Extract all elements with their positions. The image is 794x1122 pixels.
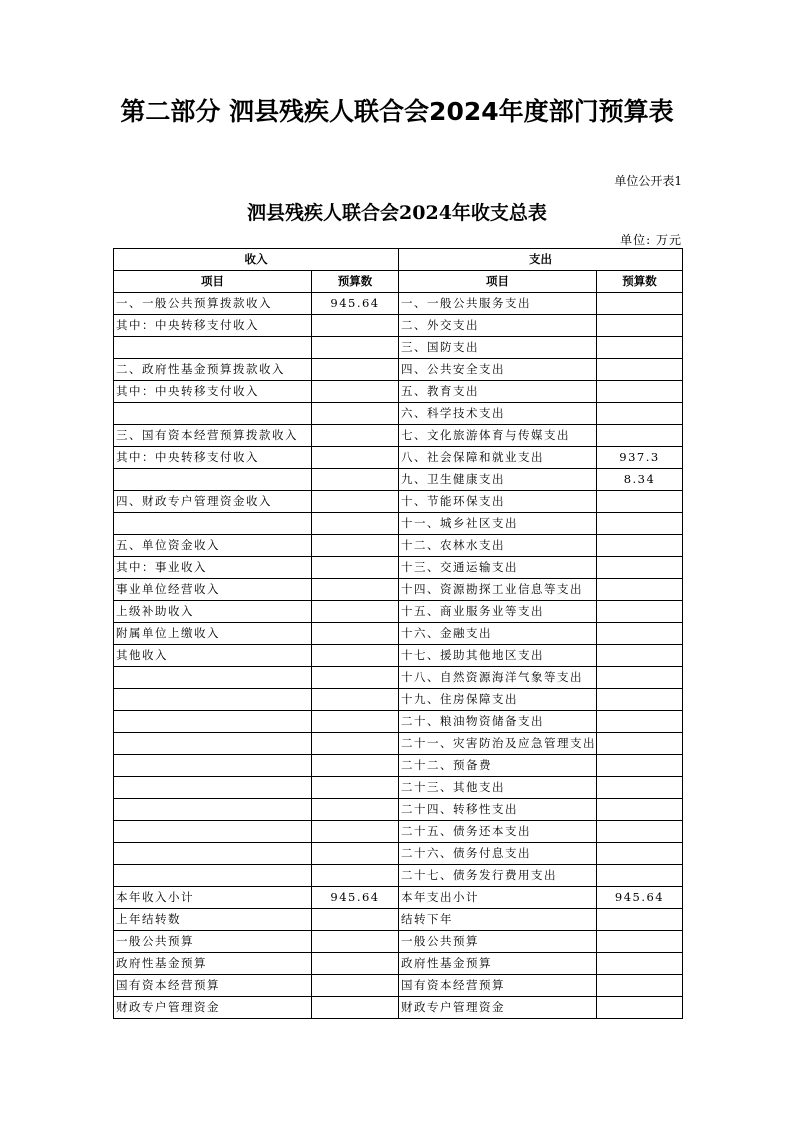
expenditure-value-cell (597, 667, 683, 689)
income-value-cell (312, 535, 399, 557)
table-row (114, 799, 683, 821)
table-row (114, 909, 683, 931)
income-item-cell (114, 733, 312, 755)
income-value-cell (312, 491, 399, 513)
income-item-cell: 其中：中央转移支付收入 (114, 381, 312, 403)
income-value-cell (312, 513, 399, 535)
income-value-cell (312, 755, 399, 777)
income-value-cell (312, 337, 399, 359)
table-row (114, 513, 683, 535)
income-value-cell (312, 953, 399, 975)
expenditure-value-cell (597, 733, 683, 755)
expenditure-value-cell (597, 909, 683, 931)
expenditure-value-cell (597, 579, 683, 601)
expenditure-item-cell: 五、教育支出 (399, 381, 597, 403)
income-value-cell (312, 799, 399, 821)
income-value-cell (312, 623, 399, 645)
table-row (114, 623, 683, 645)
expenditure-value-cell (597, 645, 683, 667)
table-row (114, 997, 683, 1019)
income-value-cell (312, 315, 399, 337)
income-item-cell: 一、一般公共预算拨款收入 (114, 293, 312, 315)
income-item-cell: 附属单位上缴收入 (114, 623, 312, 645)
table-body (114, 293, 683, 1019)
expenditure-item-cell: 六、科学技术支出 (399, 403, 597, 425)
income-value-cell (312, 931, 399, 953)
expenditure-item-cell: 二十五、债务还本支出 (399, 821, 597, 843)
income-value-cell (312, 909, 399, 931)
expenditure-item-cell: 十九、住房保障支出 (399, 689, 597, 711)
expenditure-item-cell: 十一、城乡社区支出 (399, 513, 597, 535)
table-row (114, 843, 683, 865)
income-value-cell (312, 667, 399, 689)
expenditure-value-cell (597, 953, 683, 975)
expenditure-item-cell: 二十六、债务付息支出 (399, 843, 597, 865)
expenditure-item-cell: 二十、粮油物资储备支出 (399, 711, 597, 733)
income-item-cell: 上级补助收入 (114, 601, 312, 623)
expenditure-value-cell (597, 403, 683, 425)
income-value-cell (312, 601, 399, 623)
income-item-cell (114, 711, 312, 733)
expenditure-item-cell: 七、文化旅游体育与传媒支出 (399, 425, 597, 447)
income-value-cell (312, 425, 399, 447)
expenditure-value-cell (597, 293, 683, 315)
expenditure-item-cell: 本年支出小计 (399, 887, 597, 909)
income-item-cell: 一般公共预算 (114, 931, 312, 953)
table-number: 单位公开表1 (614, 174, 682, 188)
income-item-cell (114, 337, 312, 359)
table-row (114, 557, 683, 579)
expenditure-value-cell (597, 557, 683, 579)
expenditure-item-cell: 财政专户管理资金 (399, 997, 597, 1019)
income-item-cell (114, 777, 312, 799)
expenditure-item-cell: 八、社会保障和就业支出 (399, 447, 597, 469)
income-value-cell (312, 975, 399, 997)
expenditure-value-cell (597, 799, 683, 821)
table-row (114, 689, 683, 711)
table-row (114, 667, 683, 689)
expenditure-item-cell: 十八、自然资源海洋气象等支出 (399, 667, 597, 689)
expenditure-item-cell: 一般公共预算 (399, 931, 597, 953)
table-row (114, 777, 683, 799)
income-value-cell (312, 777, 399, 799)
table-group-header-row (114, 249, 683, 271)
expenditure-item-cell: 十三、交通运输支出 (399, 557, 597, 579)
income-value-cell (312, 579, 399, 601)
expenditure-item-header: 项目 (399, 271, 597, 293)
income-value-cell (312, 689, 399, 711)
income-value-cell (312, 359, 399, 381)
table-row (114, 315, 683, 337)
expenditure-value-cell (597, 535, 683, 557)
table-row (114, 711, 683, 733)
income-item-cell: 上年结转数 (114, 909, 312, 931)
table-row (114, 359, 683, 381)
income-item-cell: 其中：中央转移支付收入 (114, 447, 312, 469)
table-row (114, 755, 683, 777)
income-item-cell: 三、国有资本经营预算拨款收入 (114, 425, 312, 447)
income-item-cell (114, 865, 312, 887)
income-value-cell (312, 843, 399, 865)
expenditure-value-cell (597, 513, 683, 535)
income-value-cell: 945.64 (312, 887, 399, 909)
page-title: 第二部分 泗县残疾人联合会2024年度部门预算表 (120, 97, 674, 126)
income-header: 收入 (114, 249, 399, 271)
expenditure-item-cell: 政府性基金预算 (399, 953, 597, 975)
table-title: 泗县残疾人联合会2024年收支总表 (247, 202, 547, 224)
table-row (114, 579, 683, 601)
income-value-cell (312, 865, 399, 887)
income-value-cell (312, 381, 399, 403)
income-value-cell: 945.64 (312, 293, 399, 315)
table-row (114, 865, 683, 887)
table-column-header-row (114, 271, 683, 293)
expenditure-value-cell (597, 425, 683, 447)
income-item-cell: 其中：事业收入 (114, 557, 312, 579)
expenditure-value-cell (597, 865, 683, 887)
expenditure-item-cell: 十、节能环保支出 (399, 491, 597, 513)
expenditure-item-cell: 四、公共安全支出 (399, 359, 597, 381)
income-item-cell: 其中：中央转移支付收入 (114, 315, 312, 337)
income-item-cell: 事业单位经营收入 (114, 579, 312, 601)
income-item-cell: 五、单位资金收入 (114, 535, 312, 557)
expenditure-item-cell: 十四、资源勘探工业信息等支出 (399, 579, 597, 601)
income-item-cell: 四、财政专户管理资金收入 (114, 491, 312, 513)
income-value-cell (312, 733, 399, 755)
table-row (114, 601, 683, 623)
expenditure-value-cell (597, 777, 683, 799)
expenditure-item-cell: 二十二、预备费 (399, 755, 597, 777)
expenditure-value-cell (597, 931, 683, 953)
expenditure-value-cell (597, 755, 683, 777)
income-value-cell (312, 447, 399, 469)
expenditure-value-cell (597, 843, 683, 865)
expenditure-value-cell (597, 997, 683, 1019)
income-item-cell: 国有资本经营预算 (114, 975, 312, 997)
expenditure-value-cell (597, 975, 683, 997)
income-budget-header: 预算数 (312, 271, 399, 293)
expenditure-item-cell: 二十七、债务发行费用支出 (399, 865, 597, 887)
expenditure-item-cell: 二、外交支出 (399, 315, 597, 337)
expenditure-header: 支出 (399, 249, 683, 271)
expenditure-value-cell (597, 689, 683, 711)
expenditure-item-cell: 二十四、转移性支出 (399, 799, 597, 821)
income-item-cell (114, 755, 312, 777)
income-value-cell (312, 403, 399, 425)
income-item-cell (114, 821, 312, 843)
income-value-cell (312, 557, 399, 579)
income-item-header: 项目 (114, 271, 312, 293)
table-row (114, 491, 683, 513)
table-row (114, 381, 683, 403)
expenditure-item-cell: 十六、金融支出 (399, 623, 597, 645)
income-value-cell (312, 469, 399, 491)
expenditure-value-cell (597, 381, 683, 403)
table-row (114, 733, 683, 755)
expenditure-item-cell: 十七、援助其他地区支出 (399, 645, 597, 667)
expenditure-item-cell: 十五、商业服务业等支出 (399, 601, 597, 623)
expenditure-item-cell: 一、一般公共服务支出 (399, 293, 597, 315)
income-value-cell (312, 821, 399, 843)
expenditure-item-cell: 三、国防支出 (399, 337, 597, 359)
table-row (114, 953, 683, 975)
table-row (114, 535, 683, 557)
budget-table (113, 248, 683, 1019)
table-row (114, 887, 683, 909)
table-row (114, 645, 683, 667)
income-value-cell (312, 711, 399, 733)
expenditure-value-cell (597, 315, 683, 337)
table-row (114, 975, 683, 997)
expenditure-item-cell: 十二、农林水支出 (399, 535, 597, 557)
expenditure-value-cell: 8.34 (597, 469, 683, 491)
table-row (114, 931, 683, 953)
expenditure-item-cell: 九、卫生健康支出 (399, 469, 597, 491)
expenditure-value-cell (597, 711, 683, 733)
expenditure-item-cell: 结转下年 (399, 909, 597, 931)
expenditure-item-cell: 二十一、灾害防治及应急管理支出 (399, 733, 597, 755)
expenditure-value-cell (597, 623, 683, 645)
income-item-cell (114, 513, 312, 535)
table-row (114, 293, 683, 315)
expenditure-item-cell: 二十三、其他支出 (399, 777, 597, 799)
income-item-cell: 其他收入 (114, 645, 312, 667)
expenditure-value-cell (597, 491, 683, 513)
income-value-cell (312, 645, 399, 667)
table-row (114, 425, 683, 447)
table-row (114, 403, 683, 425)
income-item-cell (114, 843, 312, 865)
income-item-cell: 政府性基金预算 (114, 953, 312, 975)
expenditure-value-cell (597, 821, 683, 843)
table-row (114, 447, 683, 469)
expenditure-value-cell (597, 359, 683, 381)
table-row (114, 337, 683, 359)
income-item-cell: 二、政府性基金预算拨款收入 (114, 359, 312, 381)
income-item-cell (114, 689, 312, 711)
expenditure-value-cell: 945.64 (597, 887, 683, 909)
income-value-cell (312, 997, 399, 1019)
income-item-cell (114, 667, 312, 689)
expenditure-value-cell (597, 601, 683, 623)
income-item-cell: 本年收入小计 (114, 887, 312, 909)
expenditure-item-cell: 国有资本经营预算 (399, 975, 597, 997)
expenditure-budget-header: 预算数 (597, 271, 683, 293)
income-item-cell (114, 403, 312, 425)
table-row (114, 469, 683, 491)
table-row (114, 821, 683, 843)
expenditure-value-cell (597, 337, 683, 359)
income-item-cell (114, 469, 312, 491)
expenditure-value-cell: 937.3 (597, 447, 683, 469)
income-item-cell: 财政专户管理资金 (114, 997, 312, 1019)
unit-label: 单位: 万元 (620, 233, 682, 247)
income-item-cell (114, 799, 312, 821)
